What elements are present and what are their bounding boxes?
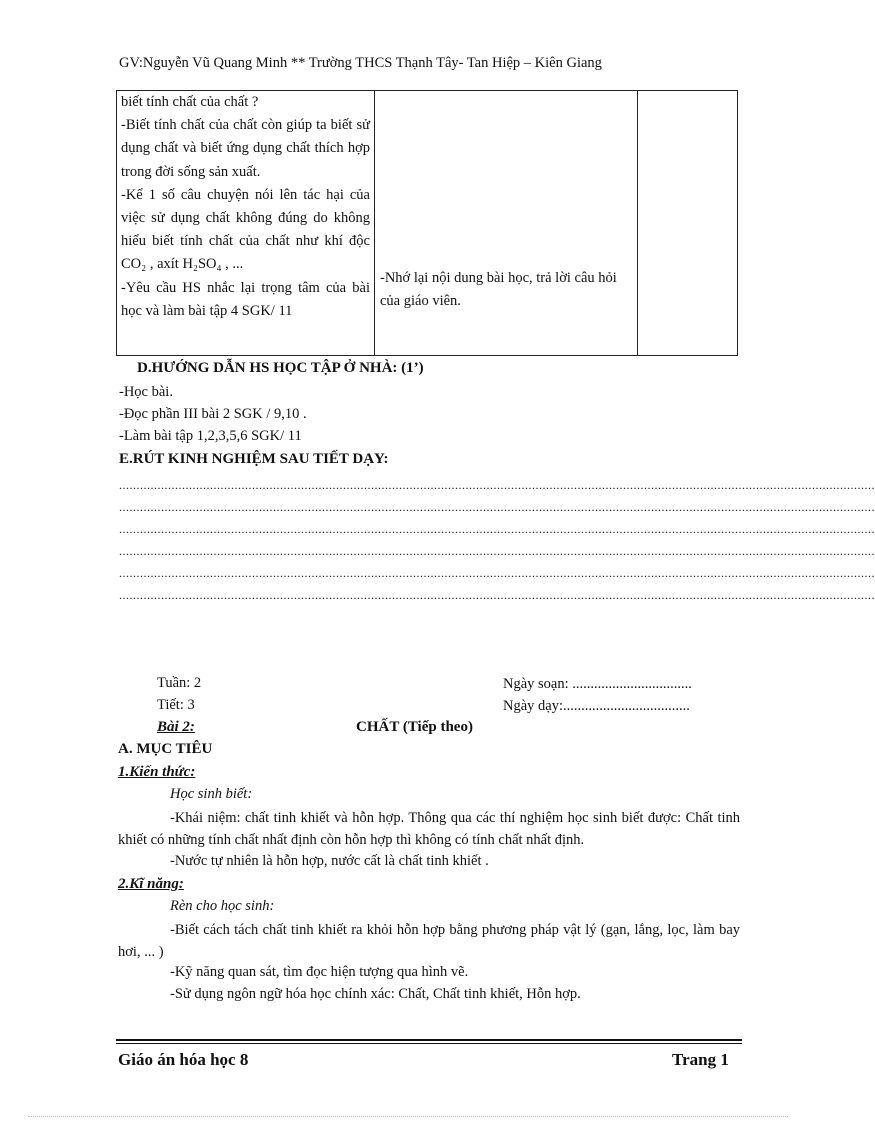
notes-dotted-line: ........................................................................................................................................................................................................................ <box>119 544 875 558</box>
notes-dotted-line: ........................................................................................................................................................................................................................ <box>119 522 875 536</box>
teacher-activity-cell <box>117 91 375 356</box>
skills-heading: 2.Kĩ năng: <box>118 876 184 892</box>
teach-date: Ngày dạy:................................... <box>503 698 690 714</box>
skills-intro: Rèn cho học sinh: <box>170 898 275 914</box>
notes-dotted-line: ........................................................................................................................................................................................................................ <box>119 478 875 492</box>
skills-paragraph: -Sử dụng ngôn ngữ hóa học chính xác: Chất, Chất tinh khiết, Hỗn hợp. <box>170 986 581 1002</box>
page-number: Trang 1 <box>672 1050 729 1069</box>
skills-paragraph: -Kỹ năng quan sát, tìm đọc hiện tượng qua hình vẽ. <box>170 964 469 980</box>
student-activity-cell <box>375 91 638 356</box>
knowledge-intro: Học sinh biết: <box>170 786 253 802</box>
lesson-activity-table <box>116 90 738 356</box>
teacher-activity-line: -Biết tính chất của chất còn giúp ta biết sử dụng chất và biết ứng dụng chất thích hợp trong đời sống sản xuất. <box>121 117 370 180</box>
lesson-title: CHẤT (Tiếp theo) <box>356 719 473 735</box>
teacher-activity-line: biết tính chất của chất ? <box>121 94 259 110</box>
page-edge <box>28 1116 788 1117</box>
homework-item: -Làm bài tập 1,2,3,5,6 SGK/ 11 <box>119 428 302 444</box>
section-d-title: D.HƯỚNG DẪN HS HỌC TẬP Ở NHÀ: (1’) <box>137 360 424 376</box>
section-e-title: E.RÚT KINH NGHIỆM SAU TIẾT DẠY: <box>119 451 389 467</box>
knowledge-heading: 1.Kiến thức: <box>118 764 196 780</box>
section-a-title: A. MỤC TIÊU <box>118 741 213 757</box>
prep-date: Ngày soạn: ................................. <box>503 676 692 692</box>
week-label: Tuần: 2 <box>157 675 202 691</box>
homework-item: -Học bài. <box>119 384 173 400</box>
notes-cell <box>638 91 738 356</box>
skills-paragraph: -Biết cách tách chất tinh khiết ra khỏi hỗn hợp bằng phương pháp vật lý (gạn, lắng, lọc, làm bay hơi, ... ) <box>118 922 740 960</box>
footer-rule <box>116 1039 742 1041</box>
homework-item: -Đọc phần III bài 2 SGK / 9,10 . <box>119 406 307 422</box>
footer-rule <box>116 1043 742 1044</box>
teacher-activity-line: -Yêu cầu HS nhắc lại trọng tâm của bài học và làm bài tập 4 SGK/ 11 <box>121 279 370 319</box>
knowledge-paragraph: -Nước tự nhiên là hỗn hợp, nước cất là chất tinh khiết . <box>170 853 489 869</box>
teacher-activity-line: -Kể 1 số câu chuyện nói lên tác hại của việc sử dụng chất không đúng do không hiểu biết tính chất của chất như khí độc CO₂ , axít H₂SO₄ , ... <box>121 186 370 273</box>
notes-dotted-line: ........................................................................................................................................................................................................................ <box>119 588 875 602</box>
lesson-label: Bài 2: <box>157 719 195 735</box>
period-label: Tiết: 3 <box>157 697 195 713</box>
student-activity-text: -Nhớ lại nội dung bài học, trả lời câu hỏi của giáo viên. <box>380 270 617 309</box>
page-header: GV:Nguyễn Vũ Quang Minh ** Trường THCS Thạnh Tây- Tan Hiệp – Kiên Giang <box>119 55 602 71</box>
notes-dotted-line: ........................................................................................................................................................................................................................ <box>119 500 875 514</box>
footer-subject: Giáo án hóa học 8 <box>118 1050 249 1069</box>
notes-dotted-line: ........................................................................................................................................................................................................................ <box>119 566 875 580</box>
knowledge-paragraph: -Khái niệm: chất tinh khiết và hỗn hợp. Thông qua các thí nghiệm học sinh biết được: Chất tinh khiết có những tính chất nhất định còn hỗn hợp thì không có tính chất nhất định. <box>118 810 740 848</box>
